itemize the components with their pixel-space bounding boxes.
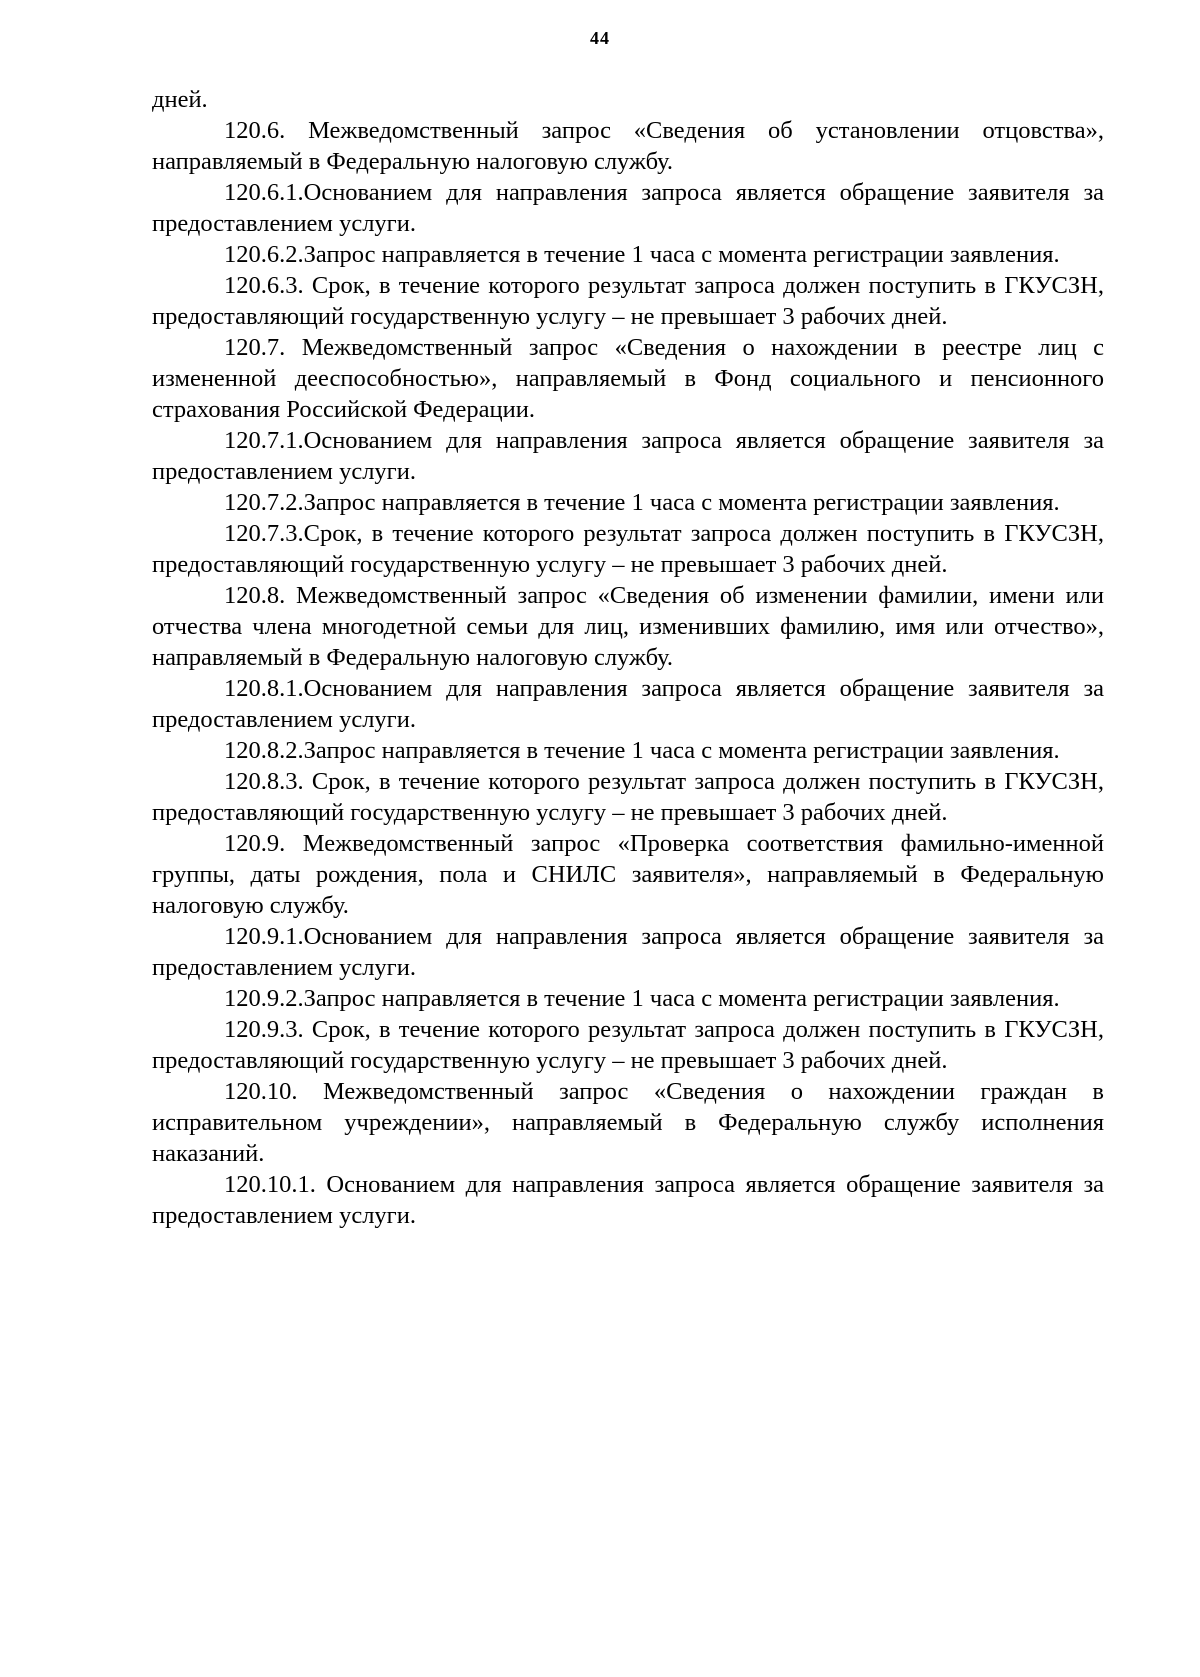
paragraph-120-7: 120.7. Межведомственный запрос «Сведения о нахождении в реестре лиц с измененной дееспособностью», направляемый в Фонд социального и пенсионного страхования Российской Федерации. [152, 334, 1104, 423]
paragraph-120-8-2: 120.8.2.Запрос направляется в течение 1 часа с момента регистрации заявления. [224, 737, 1060, 764]
paragraph-120-6: 120.6. Межведомственный запрос «Сведения об установлении отцовства», направляемый в Федеральную налоговую службу. [152, 117, 1104, 175]
paragraph-120-7-3: 120.7.3.Срок, в течение которого результат запроса должен поступить в ГКУСЗН, предоставляющий государственную услугу – не превышает 3 рабочих дней. [152, 520, 1104, 578]
paragraph-120-9-2: 120.9.2.Запрос направляется в течение 1 часа с момента регистрации заявления. [224, 985, 1060, 1012]
paragraph-120-6-1: 120.6.1.Основанием для направления запроса является обращение заявителя за предоставлением услуги. [152, 179, 1104, 237]
paragraph-120-8-3: 120.8.3. Срок, в течение которого результат запроса должен поступить в ГКУСЗН, предоставляющий государственную услугу – не превышает 3 рабочих дней. [152, 768, 1104, 826]
document-body [152, 84, 1104, 1231]
paragraph-120-9: 120.9. Межведомственный запрос «Проверка соответствия фамильно-именной группы, даты рождения, пола и СНИЛС заявителя», направляемый в Федеральную налоговую службу. [152, 830, 1104, 919]
paragraph-120-9-3: 120.9.3. Срок, в течение которого результат запроса должен поступить в ГКУСЗН, предоставляющий государственную услугу – не превышает 3 рабочих дней. [152, 1016, 1104, 1074]
paragraph-120-9-1: 120.9.1.Основанием для направления запроса является обращение заявителя за предоставлением услуги. [152, 923, 1104, 981]
paragraph-120-7-1: 120.7.1.Основанием для направления запроса является обращение заявителя за предоставлением услуги. [152, 427, 1104, 485]
paragraph-continuation: дней. [152, 86, 208, 113]
paragraph-120-7-2: 120.7.2.Запрос направляется в течение 1 часа с момента регистрации заявления. [224, 489, 1060, 516]
paragraph-120-6-2: 120.6.2.Запрос направляется в течение 1 часа с момента регистрации заявления. [224, 241, 1060, 268]
paragraph-120-10-1: 120.10.1. Основанием для направления запроса является обращение заявителя за предоставлением услуги. [152, 1171, 1104, 1229]
paragraph-120-10: 120.10. Межведомственный запрос «Сведения о нахождении граждан в исправительном учреждении», направляемый в Федеральную службу исполнения наказаний. [152, 1078, 1104, 1167]
paragraph-120-6-3: 120.6.3. Срок, в течение которого результат запроса должен поступить в ГКУСЗН, предоставляющий государственную услугу – не превышает 3 рабочих дней. [152, 272, 1104, 330]
paragraph-120-8-1: 120.8.1.Основанием для направления запроса является обращение заявителя за предоставлением услуги. [152, 675, 1104, 733]
page-number: 44 [590, 28, 610, 48]
paragraph-120-8: 120.8. Межведомственный запрос «Сведения об изменении фамилии, имени или отчества члена многодетной семьи для лиц, изменивших фамилию, имя или отчество», направляемый в Федеральную налоговую службу. [152, 582, 1104, 671]
